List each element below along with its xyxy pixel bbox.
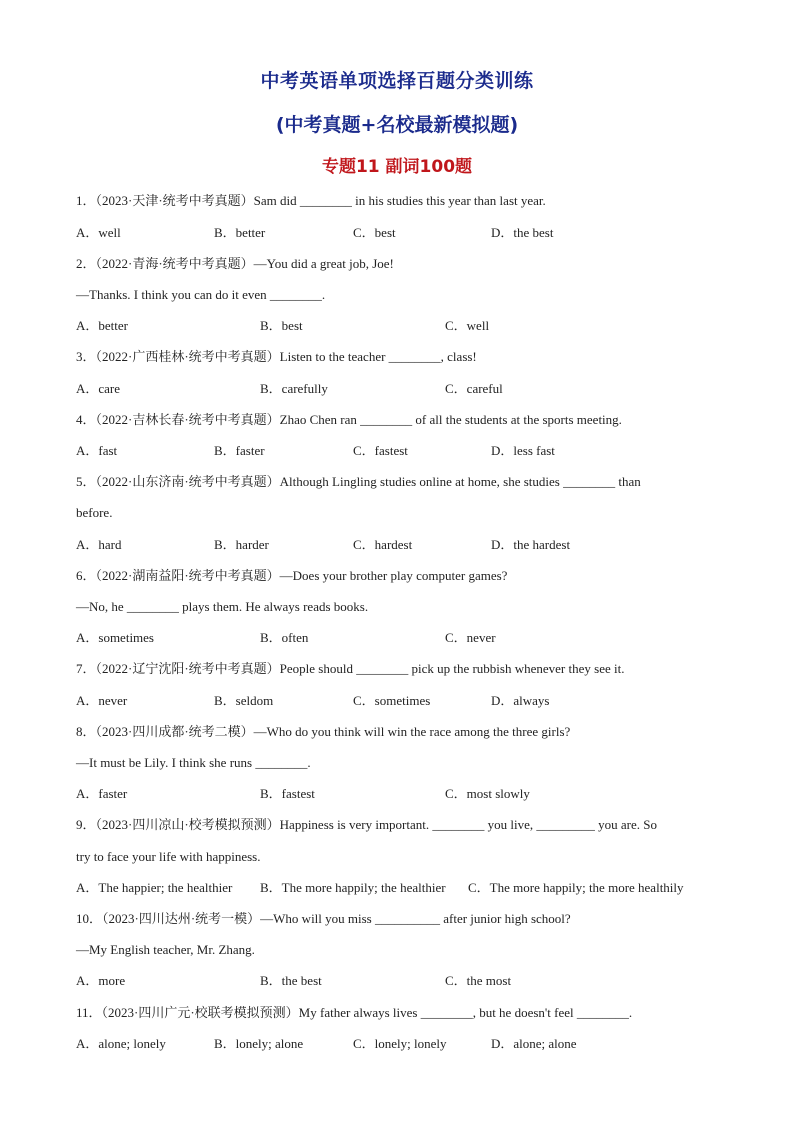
question-1-option-b: B．better bbox=[214, 225, 266, 240]
question-7-option-a: A．never bbox=[76, 693, 128, 708]
question-4-option-c: C．fastest bbox=[353, 443, 408, 458]
question-6-option-b: B．often bbox=[260, 630, 309, 645]
question-5-stem-continued: before. bbox=[76, 505, 113, 520]
question-9-option-b: B．The more happily; the healthier bbox=[260, 880, 446, 895]
question-8-stem: 8．（2023·四川成都·统考二模）—Who do you think will win the race among the three girls? bbox=[76, 724, 571, 739]
question-11-stem: 11．（2023·四川广元·校联考模拟预测）My father always lives ________, but he doesn't feel ________. bbox=[76, 1005, 633, 1020]
question-6-stem-continued: —No, he ________ plays them. He always reads books. bbox=[76, 599, 369, 614]
question-10-option-c: C．the most bbox=[445, 973, 512, 988]
question-5-option-c: C．hardest bbox=[353, 537, 413, 552]
question-6-stem: 6．（2022·湖南益阳·统考中考真题）—Does your brother play computer games? bbox=[76, 568, 508, 583]
question-9-stem: 9．（2023·四川凉山·校考模拟预测）Happiness is very important. ________ you live, _________ you are. So bbox=[76, 817, 657, 832]
question-10-option-b: B．the best bbox=[260, 973, 322, 988]
question-7-stem: 7．（2022·辽宁沈阳·统考中考真题）People should ________ pick up the rubbish whenever they see it. bbox=[76, 661, 625, 676]
question-10-stem-continued: —My English teacher, Mr. Zhang. bbox=[76, 942, 255, 957]
question-1-option-c: C．best bbox=[353, 225, 396, 240]
question-11-option-c: C．lonely; lonely bbox=[353, 1036, 447, 1051]
question-4-stem: 4．（2022·吉林长春·统考中考真题）Zhao Chen ran ________ of all the students at the sports meeting. bbox=[76, 412, 622, 427]
question-5-option-d: D．the hardest bbox=[491, 537, 571, 552]
question-2-option-a: A．better bbox=[76, 318, 128, 333]
question-9-stem-continued: try to face your life with happiness. bbox=[76, 849, 261, 864]
question-9-option-a: A．The happier; the healthier bbox=[76, 880, 233, 895]
question-9-option-c: C．The more happily; the more healthily bbox=[468, 880, 684, 895]
document-title: 中考英语单项选择百题分类训练 bbox=[260, 70, 534, 92]
question-2-option-c: C．well bbox=[445, 318, 490, 333]
question-3-stem: 3．（2022·广西桂林·统考中考真题）Listen to the teacher ________, class! bbox=[76, 349, 477, 364]
question-3-option-b: B．carefully bbox=[260, 381, 328, 396]
document-subtitle: (中考真题+名校最新模拟题) bbox=[275, 114, 519, 136]
question-7-option-b: B．seldom bbox=[214, 693, 274, 708]
question-11-option-d: D．alone; alone bbox=[491, 1036, 577, 1051]
question-5-stem: 5．（2022·山东济南·统考中考真题）Although Lingling studies online at home, she studies ________ than bbox=[76, 474, 641, 489]
question-6-option-c: C．never bbox=[445, 630, 496, 645]
question-5-option-b: B．harder bbox=[214, 537, 269, 552]
question-8-stem-continued: —It must be Lily. I think she runs ________. bbox=[76, 755, 311, 770]
question-11-option-a: A．alone; lonely bbox=[76, 1036, 166, 1051]
question-1-stem: 1．（2023·天津·统考中考真题）Sam did ________ in his studies this year than last year. bbox=[76, 193, 546, 208]
question-11-option-b: B．lonely; alone bbox=[214, 1036, 304, 1051]
question-8-option-c: C．most slowly bbox=[445, 786, 530, 801]
question-8-option-b: B．fastest bbox=[260, 786, 315, 801]
question-5-option-a: A．hard bbox=[76, 537, 122, 552]
question-10-option-a: A．more bbox=[76, 973, 126, 988]
question-4-option-b: B．faster bbox=[214, 443, 265, 458]
question-10-stem: 10．（2023·四川达州·统考一模）—Who will you miss __________ after junior high school? bbox=[76, 911, 571, 926]
question-7-option-c: C．sometimes bbox=[353, 693, 431, 708]
question-3-option-c: C．careful bbox=[445, 381, 503, 396]
question-1-option-d: D．the best bbox=[491, 225, 554, 240]
question-2-stem-continued: —Thanks. I think you can do it even ________. bbox=[76, 287, 326, 302]
question-2-option-b: B．best bbox=[260, 318, 303, 333]
question-2-stem: 2．（2022·青海·统考中考真题）—You did a great job, Joe! bbox=[76, 256, 394, 271]
question-4-option-a: A．fast bbox=[76, 443, 118, 458]
question-3-option-a: A．care bbox=[76, 381, 121, 396]
question-6-option-a: A．sometimes bbox=[76, 630, 154, 645]
question-1-option-a: A．well bbox=[76, 225, 121, 240]
question-4-option-d: D．less fast bbox=[491, 443, 555, 458]
question-7-option-d: D．always bbox=[491, 693, 550, 708]
question-8-option-a: A．faster bbox=[76, 786, 128, 801]
topic-heading: 专题11 副词100题 bbox=[321, 157, 473, 177]
